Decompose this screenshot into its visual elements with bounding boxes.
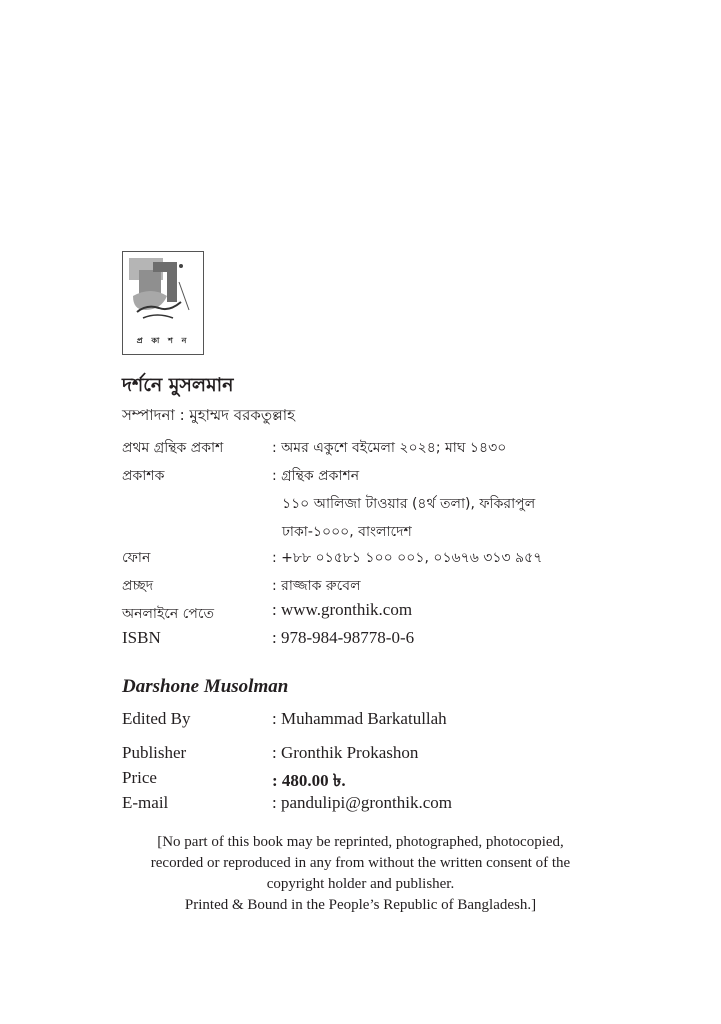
row-value: : Muhammad Barkatullah <box>272 709 447 728</box>
row-value: : Gronthik Prokashon <box>272 743 419 762</box>
row-label: প্রচ্ছদ <box>122 578 154 594</box>
bangla-editor-line: সম্পাদনা : মুহাম্মদ বরকতুল্লাহ <box>122 406 296 424</box>
row-label: Publisher <box>122 743 187 762</box>
row-value: : 978-984-98778-0-6 <box>272 628 415 647</box>
notice-line: copyright holder and publisher. <box>266 876 455 892</box>
notice-line: Printed & Bound in the People’s Republic of Bangladesh.] <box>184 897 537 913</box>
notice-line: recorded or reproduced in any from without the written consent of the <box>150 855 571 871</box>
row-label: প্রথম গ্রন্থিক প্রকাশ <box>122 440 224 456</box>
bangla-book-title: দর্শনে মুসলমান <box>122 374 234 396</box>
row-label: অনলাইনে পেতে <box>122 606 214 622</box>
row-label: ISBN <box>122 628 161 647</box>
row-value: ঢাকা-১০০০, বাংলাদেশ <box>282 524 412 540</box>
publisher-logo <box>122 251 204 355</box>
row-value: ১১০ আলিজা টাওয়ার (৪র্থ তলা), ফকিরাপুল <box>282 496 536 512</box>
row-label: ফোন <box>122 550 151 566</box>
row-value: : রাজ্জাক রুবেল <box>272 578 361 594</box>
row-value: : গ্রন্থিক প্রকাশন <box>272 468 360 484</box>
row-label: Price <box>122 768 157 787</box>
english-book-title: Darshone Musolman <box>122 676 289 697</box>
gronthik-publisher-logo-icon <box>123 252 203 332</box>
copyright-notice <box>110 832 611 916</box>
website-link[interactable]: : www.gronthik.com <box>272 600 413 619</box>
row-label: Edited By <box>122 709 191 728</box>
row-label: প্রকাশক <box>122 468 165 484</box>
row-label: E-mail <box>122 793 169 812</box>
logo-caption: প্র কা শ ন <box>136 336 190 345</box>
notice-line: [No part of this book may be reprinted, photographed, photocopied, <box>157 834 564 850</box>
email-link[interactable]: : pandulipi@gronthik.com <box>272 793 452 812</box>
row-value: : +৮৮ ০১৫৮১ ১০০ ০০১, ০১৬৭৬ ৩১৩ ৯৫৭ <box>272 550 543 566</box>
row-value: : অমর একুশে বইমেলা ২০২৪; মাঘ ১৪৩০ <box>272 440 507 456</box>
price-value: : 480.00 ৳. <box>272 771 346 790</box>
